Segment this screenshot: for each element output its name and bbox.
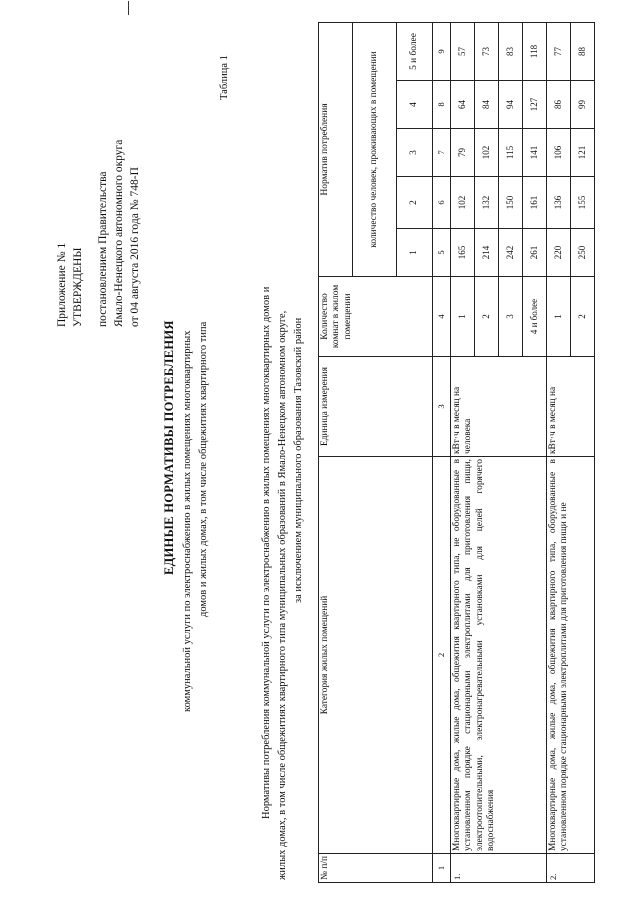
table-row	[547, 22, 571, 882]
section-1-category: Многоквартирные дома, жилые дома, общежития квартирного типа, не оборудованные в установленном порядке стационарными электроплитами для приготовления пищи, электроотопительными, электронагревательными установками для целей горячего водоснабжения	[451, 457, 547, 854]
value-cell: 250	[571, 229, 595, 277]
rooms-cell: 3	[499, 277, 523, 357]
rooms-cell: 2	[571, 277, 595, 357]
value-cell: 88	[571, 22, 595, 80]
index-cell: 3	[433, 357, 451, 457]
index-cell: 7	[433, 129, 451, 177]
value-cell: 99	[571, 81, 595, 129]
value-cell: 261	[523, 229, 547, 277]
index-cell: 2	[433, 457, 451, 854]
index-cell: 4	[433, 277, 451, 357]
value-cell: 86	[547, 81, 571, 129]
value-cell: 64	[451, 81, 475, 129]
value-cell: 118	[523, 22, 547, 80]
index-row	[433, 22, 451, 882]
value-cell: 77	[547, 22, 571, 80]
approval-line-2: Ямало-Ненецкого автономного округа	[113, 139, 125, 327]
header-people-1: 1	[397, 229, 433, 277]
table-row	[451, 22, 475, 882]
header-category: Категория жилых помещений	[319, 457, 433, 854]
value-cell: 73	[475, 22, 499, 80]
section-2-num: 2.	[547, 854, 595, 883]
index-cell: 6	[433, 177, 451, 229]
value-cell: 84	[475, 81, 499, 129]
header-people-3: 3	[397, 129, 433, 177]
header-norm: Норматив потребления	[319, 22, 353, 276]
value-cell: 214	[475, 229, 499, 277]
header-people-2: 2	[397, 177, 433, 229]
value-cell: 83	[499, 22, 523, 80]
value-cell: 106	[547, 129, 571, 177]
title-line-2: домов и жилых домах, в том числе общежитиях квартирного типа	[198, 321, 209, 617]
value-cell: 155	[571, 177, 595, 229]
annex-number: Приложение № 1	[56, 242, 68, 327]
value-cell: 150	[499, 177, 523, 229]
approval-line-1: постановлением Правительства	[97, 171, 109, 327]
header-unit: Единица измерения	[319, 357, 433, 457]
norms-table	[318, 22, 595, 883]
index-cell: 8	[433, 81, 451, 129]
intro-line-3: за исключением муниципального образования Тазовский район	[293, 317, 304, 603]
value-cell: 115	[499, 129, 523, 177]
value-cell: 165	[451, 229, 475, 277]
scan-mark	[128, 1, 129, 15]
index-cell: 9	[433, 22, 451, 80]
header-row-1	[319, 22, 353, 882]
value-cell: 79	[451, 129, 475, 177]
index-cell: 5	[433, 229, 451, 277]
rooms-cell: 1	[547, 277, 571, 357]
approval-line-3: от 04 августа 2016 года № 748-П	[129, 167, 141, 327]
value-cell: 121	[571, 129, 595, 177]
header-rooms: Количество комнат в жилом помещении	[319, 277, 433, 357]
section-1-num: 1.	[451, 854, 547, 883]
value-cell: 141	[523, 129, 547, 177]
intro-line-2: жилых домах, в том числе общежитиях квартирного типа муниципальных образований в Ямало-Ненецком автономном округе,	[277, 310, 288, 880]
section-2-unit: кВт·ч в месяц на	[547, 357, 595, 457]
intro-line-1: Нормативы потребления коммунальной услуги по электроснабжению в жилых помещениях многоквартирных домов и	[261, 286, 272, 819]
index-cell: 1	[433, 854, 451, 883]
table-label: Таблица 1	[219, 55, 230, 100]
rooms-cell: 2	[475, 277, 499, 357]
header-num: № п/п	[319, 854, 433, 883]
value-cell: 102	[451, 177, 475, 229]
value-cell: 220	[547, 229, 571, 277]
value-cell: 242	[499, 229, 523, 277]
section-1-unit: кВт·ч в месяц на человека	[451, 357, 547, 457]
rooms-cell: 4 и более	[523, 277, 547, 357]
value-cell: 136	[547, 177, 571, 229]
header-people: количество человек, проживающих в помещении	[353, 22, 397, 276]
value-cell: 94	[499, 81, 523, 129]
document-title: ЕДИНЫЕ НОРМАТИВЫ ПОТРЕБЛЕНИЯ	[162, 320, 176, 575]
header-people-5: 5 и более	[397, 22, 433, 80]
title-line-1: коммунальной услуги по электроснабжению в жилых помещениях многоквартирных	[182, 330, 193, 712]
header-people-4: 4	[397, 81, 433, 129]
rooms-cell: 1	[451, 277, 475, 357]
approved-label: УТВЕРЖДЕНЫ	[72, 247, 84, 327]
value-cell: 57	[451, 22, 475, 80]
value-cell: 102	[475, 129, 499, 177]
value-cell: 132	[475, 177, 499, 229]
value-cell: 127	[523, 81, 547, 129]
value-cell: 161	[523, 177, 547, 229]
section-2-category: Многоквартирные дома, жилые дома, общежития квартирного типа, оборудованные в установленном порядке стационарными электроплитами для приготовления пищи и не	[547, 457, 595, 854]
